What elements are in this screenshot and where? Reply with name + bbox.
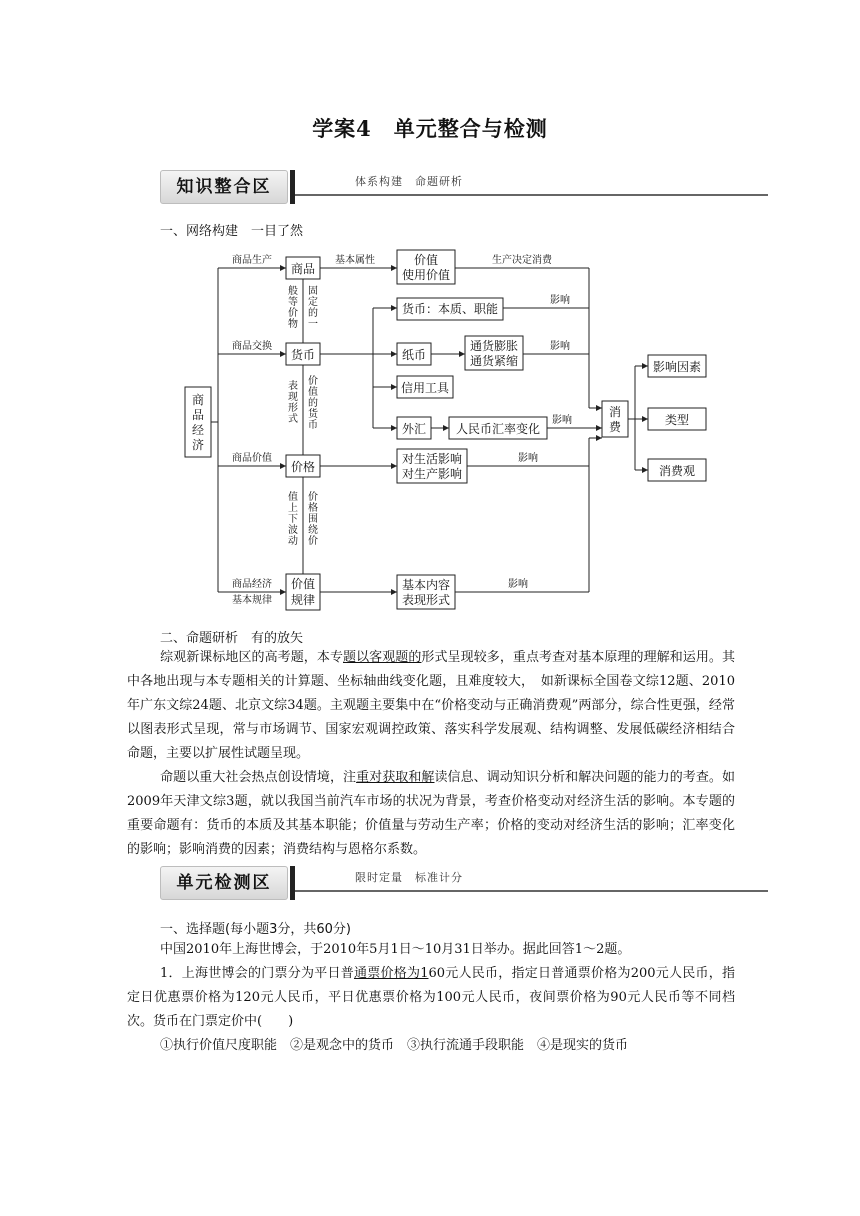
banner-subtitle: 限时定量 标准计分	[355, 871, 463, 884]
analysis-paragraph-2	[127, 766, 735, 862]
vlabel-char: 动	[288, 536, 298, 547]
node-content-a: 基本内容	[401, 578, 451, 592]
root-char: 济	[191, 438, 205, 452]
edge-label-influence: 影响	[518, 453, 538, 464]
vlabel-char: 值	[308, 387, 318, 398]
node-value-a: 价值	[413, 253, 439, 267]
vlabel-char: 现	[288, 392, 298, 403]
vlabel-char: 上	[288, 503, 298, 514]
edge-label-influence: 影响	[552, 415, 572, 426]
q1-text: 1．上海世博会的门票分为平日普	[160, 966, 354, 981]
node-paper-money: 纸币	[401, 348, 427, 362]
para1-underlined: 题以客观题的	[343, 650, 422, 665]
vlabel-char: 形	[288, 403, 298, 414]
vlabel-char: 价	[308, 376, 318, 387]
analysis-paragraph-1	[127, 646, 735, 766]
vlabel-char: 价	[288, 308, 298, 319]
node-commodity: 商品	[290, 262, 316, 276]
node-consumption-char: 费	[608, 420, 622, 434]
para2-text-2: 读信息、调动知识分析和解决问题的能力的考查。如2009年天津文综3题，就以我国当前汽车市场的状况为背景，考查价格变动对经济生活的影响。本专题的重要命题有：货币的本质及其基本职能；价值量与劳动生产率；价格的变动对经济生活的影响；汇率变化的影响；影响消费的因素；消费结构与恩格尔系数。	[127, 770, 735, 857]
node-exchange-rate: 人民币汇率变化	[455, 422, 541, 436]
vlabel-char: 货	[308, 409, 318, 420]
para2-underlined: 重对获取和解	[356, 770, 435, 785]
para1-text: 综观新课标地区的高考题，本专	[160, 650, 344, 665]
section-heading-network: 一、网络构建 一目了然	[160, 224, 304, 239]
node-factors: 影响因素	[652, 360, 702, 374]
vlabel-char: 式	[288, 414, 298, 425]
root-char: 品	[191, 408, 205, 422]
vlabel-char: 波	[288, 525, 298, 536]
vlabel-char: 下	[288, 514, 298, 525]
vlabel-char: 的	[308, 308, 318, 319]
node-view: 消费观	[658, 464, 696, 478]
edge-label-influence: 影响	[550, 295, 570, 306]
section-heading-choice: 一、选择题(每小题3分，共60分)	[160, 922, 351, 937]
vlabel-char: 一	[308, 319, 318, 330]
node-inflation-b: 通货紧缩	[469, 354, 519, 368]
section-banner-test	[160, 866, 768, 900]
node-law-a: 价值	[290, 577, 316, 591]
branch-label-exchange: 商品交换	[232, 341, 272, 352]
node-types: 类型	[664, 413, 690, 427]
q1-text-2: 60元人民币，指定日普通票价格为200元人民币，指定日优惠票价格为120元人民币，平日优惠票价格为100元人民币，夜间票价格为90元人民币等不同档次。货币在门票定价中( )	[127, 966, 736, 1029]
vlabel-char: 表	[288, 381, 298, 392]
banner-subtitle: 体系构建 命题研析	[355, 175, 463, 188]
vlabel-char: 般	[288, 286, 298, 297]
node-inflation-a: 通货膨胀	[469, 339, 519, 353]
node-consumption-char: 消	[608, 405, 622, 419]
vlabel-char: 值	[288, 492, 298, 503]
banner-label: 知识整合区	[160, 170, 288, 204]
node-currency: 货币	[290, 348, 316, 362]
vlabel-char: 格	[308, 503, 318, 514]
root-char: 商	[191, 393, 205, 407]
edge-label-basic-attr: 基本属性	[335, 255, 375, 266]
banner-bar	[290, 866, 295, 900]
vlabel-char: 价	[308, 536, 318, 547]
branch-label-production: 商品生产	[232, 255, 272, 266]
vlabel-char: 围	[308, 514, 318, 525]
vlabel-char: 币	[308, 420, 318, 431]
node-value-b: 使用价值	[401, 268, 451, 282]
section-heading-analysis: 二、命题研析 有的放矢	[160, 631, 304, 646]
node-forex: 外汇	[401, 422, 427, 436]
vlabel-char: 固	[308, 286, 318, 297]
root-char: 经	[191, 423, 205, 437]
edge-label-prod-decides: 生产决定消费	[492, 255, 552, 266]
banner-rule	[295, 890, 768, 892]
edge-label-influence: 影响	[508, 579, 528, 590]
branch-label-value: 商品价值	[232, 453, 272, 464]
vlabel-char: 等	[288, 297, 298, 308]
para1-text-2: 形式呈现较多，重点考查对基本原理的理解和运用。其中各地出现与本专题相关的计算题、坐标轴曲线变化题，且难度较大， 如新课标全国卷文综12题、2010年广东文综24题、北京文综34题。主观题主要集中在“价格变动与正确消费观”两部分，综合性更强，经常以图表形式呈现，常与市场调节、国家宏观调控政策、落实科学发展观、结构调整、发展低碳经济相结合命题，主要以扩展性试题呈现。	[127, 650, 735, 761]
q1-underlined: 通票价格为1	[353, 966, 429, 981]
vlabel-char: 定	[308, 297, 318, 308]
question-1-options: ①执行价值尺度职能 ②是观念中的货币 ③执行流通手段职能 ④是现实的货币	[160, 1038, 629, 1053]
node-credit: 信用工具	[400, 381, 450, 395]
banner-label: 单元检测区	[160, 866, 288, 900]
para2-text: 命题以重大社会热点创设情境，注	[160, 770, 357, 785]
edge-label-influence: 影响	[550, 341, 570, 352]
question-1	[127, 962, 735, 1034]
branch-label-law-b: 基本规律	[232, 595, 272, 606]
node-life-b: 对生产影响	[401, 467, 463, 481]
page-title: 学案4 单元整合与检测	[312, 116, 548, 141]
node-content-b: 表现形式	[401, 593, 451, 607]
vlabel-char: 物	[288, 319, 298, 330]
question-intro: 中国2010年上海世博会，于2010年5月1日～10月31日举办。据此回答1～2题。	[160, 942, 631, 957]
node-price: 价格	[290, 460, 316, 474]
vlabel-char: 价	[308, 492, 318, 503]
node-law-b: 规律	[290, 593, 316, 607]
node-money-essence: 货币：本质、职能	[401, 302, 499, 316]
vlabel-char: 的	[308, 398, 318, 409]
branch-label-law-a: 商品经济	[232, 579, 272, 590]
node-life-a: 对生活影响	[401, 452, 463, 466]
vlabel-char: 绕	[308, 525, 318, 536]
